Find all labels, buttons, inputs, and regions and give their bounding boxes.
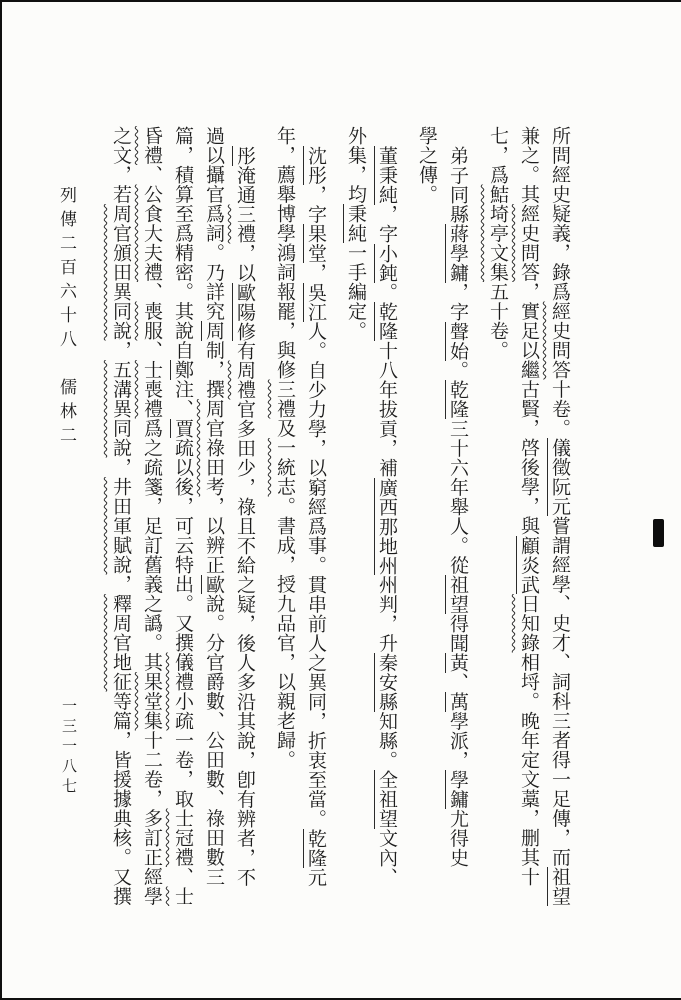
text-run: 學之傳。 (416, 126, 437, 204)
proper-name-mark: 歐 (203, 574, 224, 594)
text-run: 及 (274, 418, 295, 438)
proper-name-mark: 沈彤 (305, 146, 326, 185)
text-run: 兼之。其 (518, 126, 539, 204)
text-run: 十二卷，多訂正經學 (141, 730, 162, 906)
text-run: 。 (376, 282, 397, 302)
proper-name-mark: 秦安縣 (376, 653, 397, 712)
text-run: 、 (447, 672, 468, 692)
text-run: 制，撰 (203, 340, 224, 399)
proper-name-mark: 蔣學鏞 (447, 224, 468, 283)
text-column (229, 126, 260, 956)
book-title-mark: 經史問答 (549, 301, 570, 380)
proper-name-mark: 乾隆 (305, 828, 326, 868)
text-run: 十八年拔貢，補 (376, 341, 397, 478)
book-title-mark: 一統志 (274, 438, 295, 497)
scan-edge-left (0, 0, 2, 1000)
text-run: 知縣。 (376, 711, 397, 770)
book-title-mark: 公食大夫禮 (141, 184, 162, 282)
text-run: ，以辨正 (203, 496, 224, 575)
text-run: 文內、 (376, 828, 397, 887)
text-run: 元 (305, 867, 326, 887)
text-column (340, 126, 371, 936)
paragraph (340, 126, 402, 936)
proper-name-mark: 學鏞 (447, 770, 468, 809)
paragraph (482, 126, 575, 936)
text-run: 淹通 (234, 165, 255, 205)
book-title-mark: 周官祿田考 (203, 399, 224, 497)
proper-name-mark: 賈 (172, 418, 193, 438)
text-run: 十卷。 (549, 379, 570, 438)
book-title-mark: 日知錄 (518, 594, 539, 653)
text-run: ，實足以繼古賢，啓後學，與 (518, 282, 539, 536)
text-run: 有 (234, 341, 255, 361)
text-run: 所問經史疑義，錄爲 (549, 126, 570, 302)
paragraph (269, 126, 331, 936)
book-title-mark: 士喪禮 (141, 360, 162, 419)
text-column (442, 126, 473, 956)
book-title-mark: 三禮 (234, 204, 255, 244)
text-column (544, 126, 575, 936)
text-column (167, 126, 198, 936)
text-run: 疏以後，可云特出。又撰 (172, 438, 193, 653)
book-title-mark: 昏禮 (141, 126, 162, 165)
proper-name-mark: 顧炎武 (518, 535, 539, 594)
text-run: 爲之疏箋，足訂舊義之譌。其 (141, 418, 162, 672)
proper-name-mark: 聲始 (447, 321, 468, 361)
text-run: 。 (447, 360, 468, 380)
proper-name-mark: 果堂 (305, 224, 326, 263)
text-run: 過以攝官爲詞。乃詳究 (203, 126, 224, 321)
text-run: ，字 (376, 204, 397, 244)
text-run: 尤得史 (447, 809, 468, 868)
proper-name-mark: 歐陽修 (234, 282, 255, 341)
book-title-mark: 鮚埼亭文集 (487, 184, 508, 282)
text-column (136, 126, 167, 936)
text-run: 得聞 (447, 614, 468, 653)
proper-name-mark: 吳江 (305, 282, 326, 322)
book-title-mark: 周禮 (234, 360, 255, 400)
text-column (105, 126, 136, 936)
text-run: 州判，升 (376, 575, 397, 653)
text-run: 外集，均 (345, 126, 366, 204)
text-run: 官多田少，祿且不給之疑，後人多沿其說，卽有辨者，不 (234, 399, 255, 887)
text-run: 七，爲 (487, 126, 508, 185)
proper-name-mark: 秉純 (345, 204, 366, 243)
text-run: 人。自少力學，以窮經爲事。貫串前人之異同，折衷至當。 (305, 321, 326, 829)
proper-name-mark: 小鈍 (376, 243, 397, 283)
text-run: ，字 (447, 282, 468, 322)
book-title-mark: 三禮 (274, 379, 295, 419)
proper-name-mark: 全祖望 (376, 770, 397, 829)
text-run: 年，薦舉博學鴻詞報罷，與修 (274, 126, 295, 380)
text-run: 三十六年舉人。從 (447, 419, 468, 575)
text-run: 、 (172, 867, 193, 887)
scan-edge-top (0, 0, 681, 2)
text-run: 五十卷。 (487, 282, 508, 360)
text-run: 、 (141, 340, 162, 360)
text-column (411, 126, 442, 936)
text-run: ， (110, 340, 131, 360)
paragraph (411, 126, 473, 936)
proper-name-mark: 董秉純 (376, 146, 397, 205)
text-run: 篇，積算至爲精密。其說自 (172, 126, 193, 360)
text-run: 說。分官爵數、公田數、祿田數三 (203, 594, 224, 887)
text-column (269, 126, 300, 936)
running-title: 列傳二百六十八 儒林二 (57, 186, 76, 450)
book-title-mark: 喪服 (141, 301, 162, 341)
book-title-mark: 士冠禮 (172, 808, 193, 867)
text-run: 一手編定。 (345, 243, 366, 341)
proper-name-mark: 乾隆 (376, 302, 397, 341)
text-run: 、 (141, 282, 162, 302)
proper-name-mark: 萬 (447, 692, 468, 712)
page-number: 一三一八七 (60, 698, 76, 798)
proper-name-mark: 祖望 (447, 575, 468, 614)
text-run: ，以 (234, 243, 255, 283)
book-title-mark: 果堂集 (141, 672, 162, 731)
book-title-mark: 五溝異同說 (110, 360, 131, 458)
proper-name-mark: 廣西那地州 (376, 477, 397, 575)
text-run: 相埒。晚年定文藁，删其十 (518, 652, 539, 887)
book-title-mark: 釋周官地征 (110, 594, 131, 692)
text-run: 弟子同縣 (447, 146, 468, 224)
book-title-mark: 周官頒田異同說 (110, 204, 131, 341)
text-column (482, 126, 513, 936)
scan-artifact-blob (653, 519, 664, 547)
text-column (300, 126, 331, 956)
text-run: ， (305, 263, 326, 283)
paragraph (105, 126, 260, 936)
text-column (371, 126, 402, 956)
text-run: 注、 (172, 379, 193, 419)
proper-name-mark: 祖望 (549, 867, 570, 906)
text-run: 。書成，授九品官，以親老歸。 (274, 496, 295, 770)
proper-name-mark: 黃 (447, 653, 468, 673)
text-column (513, 126, 544, 936)
text-run: 嘗謂經學、史才、詞科三者得一足傳，而 (549, 516, 570, 867)
proper-name-mark: 乾隆 (447, 380, 468, 419)
text-run: 學派， (447, 711, 468, 770)
text-block (105, 126, 575, 936)
book-title-mark: 經史問答 (518, 204, 539, 282)
proper-name-mark: 彤 (234, 146, 255, 166)
text-run: 之文，若 (110, 126, 131, 204)
text-run: 等篇，皆援據典核。又撰 (110, 691, 131, 906)
text-run: 一卷，取 (172, 730, 193, 809)
proper-name-mark: 鄭 (172, 360, 193, 380)
text-run: 、 (141, 165, 162, 185)
text-run: ， (110, 457, 131, 477)
book-title-mark: 士 (172, 886, 193, 906)
proper-name-mark: 儀徵阮元 (549, 438, 570, 516)
text-column (198, 126, 229, 936)
book-title-mark: 儀禮小疏 (172, 652, 193, 731)
text-run: ， (110, 574, 131, 594)
proper-name-mark: 周 (203, 321, 224, 341)
book-title-mark: 井田軍賦說 (110, 477, 131, 575)
text-run: ，字 (305, 185, 326, 224)
